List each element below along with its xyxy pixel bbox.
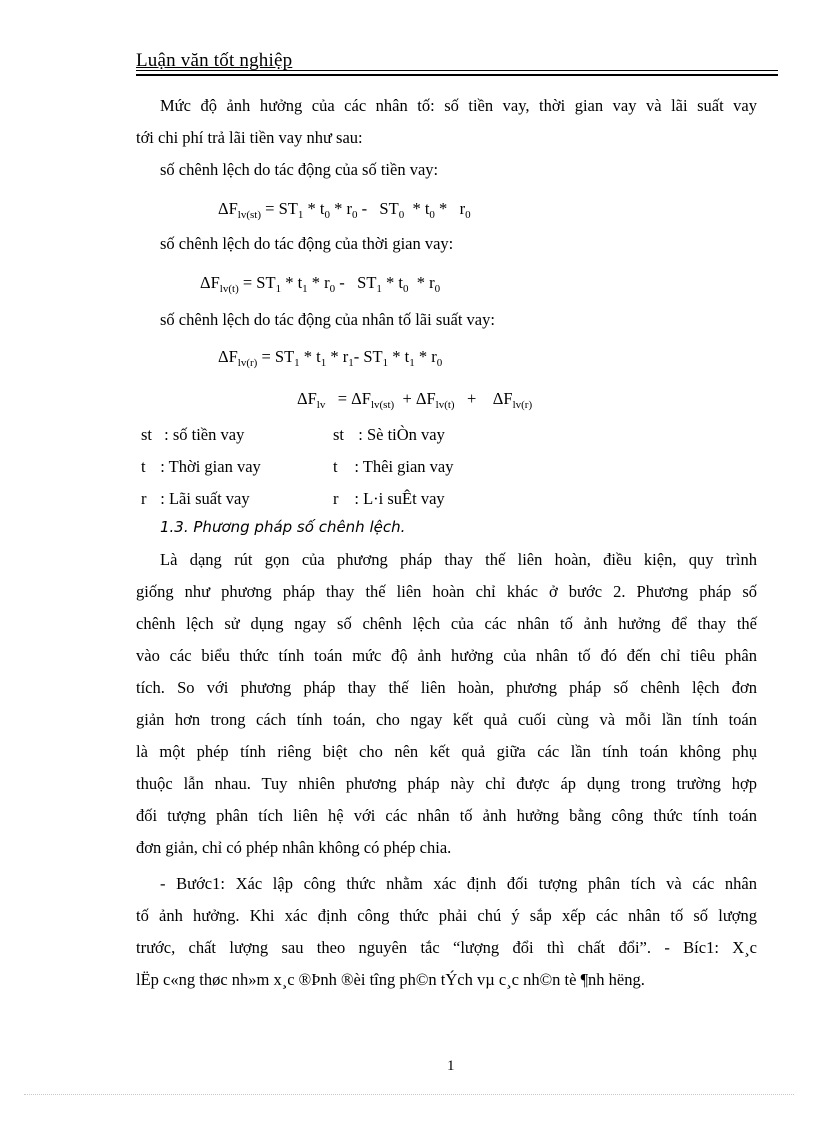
paragraph-line: Là dạng rút gọn của phương pháp thay thế liên hoàn, điều kiện, quy trình: [160, 550, 757, 569]
subscript: 0: [403, 283, 409, 295]
subscript: lv(t): [435, 399, 455, 411]
subscript: lv(st): [237, 209, 262, 221]
subscript: 1: [409, 357, 415, 369]
formula-term: * r: [414, 347, 437, 366]
section-label-loan-term: số chênh lệch do tác động của thời gian vay:: [160, 234, 454, 253]
formula-interest-rate: [218, 347, 442, 369]
legend-symbol-alt: t: [333, 457, 338, 476]
legend-symbol: r: [141, 489, 147, 508]
formula-term: * t: [404, 199, 430, 218]
formula-term: * r: [408, 273, 435, 292]
paragraph-line: đơn giản, chỉ có phép nhân không có phép chia.: [136, 838, 452, 857]
formula-term: * t: [388, 347, 410, 366]
subscript: 1: [294, 357, 300, 369]
paragraph-line: lËp c«ng thøc nh»m x¸c ®Þnh ®èi tîng ph©n tÝch vµ c¸c nh©n tè ¶nh hëng.: [136, 970, 645, 989]
delta-symbol: ΔF: [200, 273, 220, 292]
paragraph-line: thuộc lẫn nhau. Tuy nhiên phương pháp này chỉ được áp dụng trong trường hợp: [136, 774, 757, 793]
formula-term: * r: [326, 347, 349, 366]
subscript: 1: [348, 357, 354, 369]
subscript: 1: [320, 357, 327, 369]
subscript: 0: [429, 209, 435, 221]
subscript: lv: [316, 399, 326, 411]
formula-term: - ST: [357, 199, 399, 218]
legend-symbol: st: [141, 425, 153, 444]
formula-term: * r: [307, 273, 330, 292]
subscript: 1: [297, 209, 304, 221]
intro-line-1: Mức độ ảnh hưởng của các nhân tố: số tiền vay, thời gian vay và lãi suất vay: [160, 96, 757, 115]
paragraph-line: chênh lệch sử dụng ngay số chênh lệch của các nhân tố ảnh hưởng để thay thế: [136, 614, 757, 633]
paragraph-line: tố ảnh hưởng. Khi xác định công thức phải chú ý sắp xếp các nhân tố số lượng: [136, 906, 757, 925]
formula-loan-term: [200, 273, 440, 295]
formula-term: * t: [299, 347, 321, 366]
header-rule-thick: [136, 74, 778, 76]
paragraph-line: - Bước1: Xác lập công thức nhằm xác định đối tượng phân tích và các nhân: [160, 874, 757, 893]
paragraph-line: trước, chất lượng sau theo nguyên tắc “lượng đổi thì chất đổi”. - Bíc1: X¸c: [136, 938, 757, 957]
intro-line-2: tới chi phí trả lãi tiền vay như sau:: [136, 128, 363, 147]
formula-term: * r: [434, 199, 466, 218]
delta-symbol: ΔF: [218, 199, 238, 218]
subscript: lv(r): [237, 357, 258, 369]
subscript: lv(r): [512, 399, 533, 411]
legend-description-alt: : Sè tiÒn vay: [350, 425, 445, 444]
legend-symbol-alt: r: [333, 489, 339, 508]
paragraph-line: vào các biểu thức tính toán mức độ ảnh hưởng của nhân tố đó đến chỉ tiêu phân: [136, 646, 757, 665]
subscript: 1: [376, 283, 382, 295]
subscript: 1: [382, 357, 389, 369]
subscript: lv(st): [370, 399, 395, 411]
formula-term: = ΔF: [325, 389, 371, 408]
subscript: 0: [351, 209, 358, 221]
subscript: 1: [275, 283, 282, 295]
subscript: 0: [329, 283, 336, 295]
legend-description-alt: : L·i suÊt vay: [342, 489, 445, 508]
header-rule-thin: [136, 70, 778, 71]
footer-dotted-rule: [24, 1094, 794, 1095]
legend-symbol-alt: st: [333, 425, 345, 444]
subscript: 0: [436, 357, 443, 369]
formula-term: * t: [281, 273, 303, 292]
subscript: lv(t): [219, 283, 239, 295]
section-heading: 1.3. Phương pháp số chênh lệch.: [160, 518, 406, 536]
formula-term: = ST: [238, 273, 276, 292]
delta-symbol: ΔF: [297, 389, 317, 408]
subscript: 1: [302, 283, 308, 295]
paragraph-line: là một phép tính riêng biệt cho nên kết quả giữa các lần tính toán không phụ: [136, 742, 757, 761]
formula-term: = ST: [261, 199, 298, 218]
legend-symbol: t: [141, 457, 146, 476]
legend-description: : Lãi suất vay: [152, 489, 250, 508]
legend-description-alt: : Thêi gian vay: [342, 457, 454, 476]
paragraph-line: đối tượng phân tích liên hệ với các nhân tố ảnh hưởng bằng công thức tính toán: [136, 806, 757, 825]
page-number: 1: [447, 1058, 455, 1074]
formula-total: [297, 389, 532, 411]
formula-term: - ST: [353, 347, 383, 366]
legend-description: : số tiền vay: [160, 425, 245, 444]
formula-term: - ST: [335, 273, 377, 292]
formula-term: * t: [381, 273, 403, 292]
delta-symbol: ΔF: [218, 347, 238, 366]
subscript: 0: [465, 209, 471, 221]
formula-term: = ST: [257, 347, 295, 366]
formula-term: * r: [329, 199, 352, 218]
formula-term: + ΔF: [394, 389, 436, 408]
formula-term: * t: [303, 199, 325, 218]
paragraph-line: giản hơn trong cách tính toán, cho ngay kết quả cuối cùng và mỗi lần tính toán: [136, 710, 757, 729]
section-label-interest-rate: số chênh lệch do tác động của nhân tố lãi suất vay:: [160, 310, 495, 329]
section-label-loan-amount: số chênh lệch do tác động của số tiền vay:: [160, 160, 439, 179]
paragraph-line: tích. So với phương pháp thay thế liên hoàn, phương pháp số chênh lệch đơn: [136, 678, 757, 697]
legend-description: : Thời gian vay: [152, 457, 261, 476]
subscript: 0: [434, 283, 441, 295]
page-header-title: Luận văn tốt nghiệp: [136, 50, 293, 71]
paragraph-line: giống như phương pháp thay thế liên hoàn chỉ khác ở bước 2. Phương pháp số: [136, 582, 757, 601]
subscript: 0: [324, 209, 330, 221]
formula-term: + ΔF: [454, 389, 513, 408]
formula-loan-amount: [218, 199, 471, 221]
subscript: 0: [398, 209, 405, 221]
